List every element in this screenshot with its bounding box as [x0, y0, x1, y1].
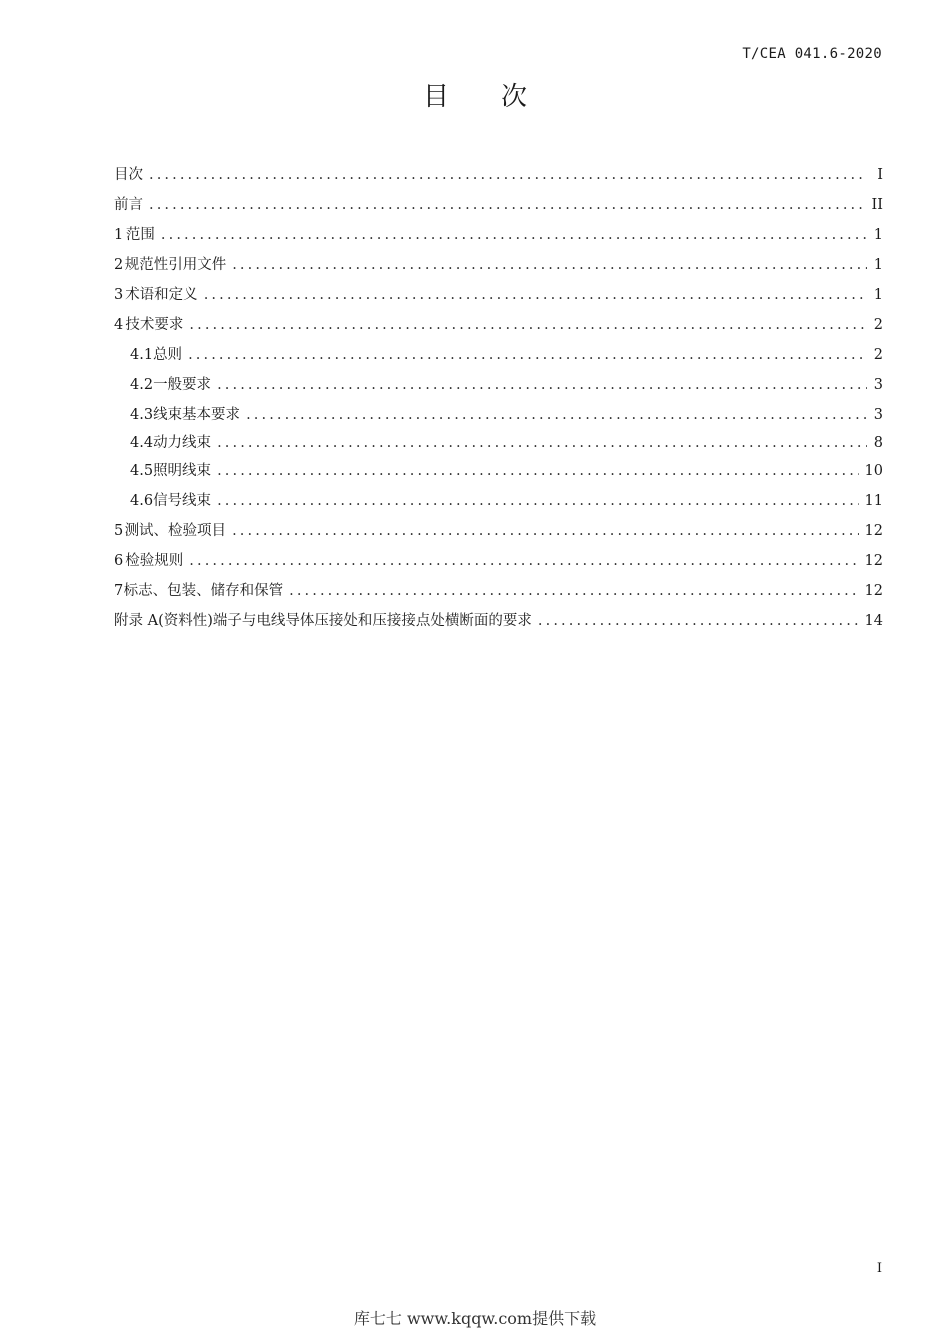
toc-number: 4.2	[130, 377, 154, 393]
toc-number: 4	[114, 317, 124, 333]
toc-page: II	[871, 197, 883, 213]
toc-entry-5[interactable]	[114, 516, 883, 546]
toc-number: 5	[114, 523, 124, 539]
toc-entry-1[interactable]	[114, 220, 883, 250]
toc-leader	[149, 190, 866, 220]
toc-entry-4-6[interactable]	[114, 486, 883, 516]
title-char-1: 目	[422, 82, 449, 112]
toc-label: 范围	[125, 227, 155, 243]
toc-number: 2	[114, 257, 124, 273]
toc-page: 11	[864, 493, 883, 509]
toc-label: 一般要求	[153, 377, 212, 393]
toc-label: 标志、包装、储存和保管	[123, 583, 284, 599]
toc-leader	[217, 486, 858, 516]
toc-number: 6	[114, 553, 124, 569]
toc-page: 1	[873, 287, 883, 303]
toc-number: 4.3	[130, 407, 154, 423]
toc-number: 7	[114, 583, 124, 599]
toc-entry-foreword[interactable]	[114, 190, 883, 220]
toc-entry-contents[interactable]	[114, 160, 883, 190]
toc-entry-4[interactable]	[114, 310, 883, 340]
toc-leader	[246, 400, 867, 430]
toc-leader	[538, 606, 859, 636]
toc-page: 2	[873, 317, 883, 333]
toc-page: I	[877, 167, 883, 183]
toc-entry-6[interactable]	[114, 546, 883, 576]
toc-label: 总则	[153, 347, 183, 363]
toc-number: 4.1	[130, 347, 154, 363]
toc-label: 前言	[114, 197, 143, 213]
toc-number: 3	[114, 287, 124, 303]
toc-number: 4.5	[130, 463, 154, 479]
toc-leader	[189, 546, 858, 576]
toc-label: 附录 A(资料性)端子与电线导体压接处和压接接点处横断面的要求	[114, 613, 532, 629]
title-char-2: 次	[501, 82, 528, 112]
toc-page: 10	[864, 463, 883, 479]
toc-number: 4.6	[130, 493, 154, 509]
toc-page: 12	[864, 553, 883, 569]
toc-label: 规范性引用文件	[124, 257, 227, 273]
toc-number: 4.4	[130, 435, 154, 451]
toc-entry-2[interactable]	[114, 250, 883, 280]
toc-label: 技术要求	[125, 317, 184, 333]
toc-entry-4-4[interactable]	[114, 430, 883, 456]
toc-page: 3	[873, 407, 883, 423]
download-watermark: 库七七 www.kqqw.com提供下载	[353, 1309, 597, 1328]
toc-leader	[217, 456, 858, 486]
page-title	[0, 76, 950, 113]
toc-leader	[217, 370, 867, 400]
toc-entry-4-2[interactable]	[114, 370, 883, 400]
toc-leader	[217, 430, 867, 456]
toc-entry-7[interactable]	[114, 576, 883, 606]
toc-entry-4-3[interactable]	[114, 400, 883, 430]
toc-label: 目次	[114, 167, 143, 183]
toc-number: 1	[114, 227, 124, 243]
toc-label: 信号线束	[153, 493, 212, 509]
toc-entry-3[interactable]	[114, 280, 883, 310]
toc-page: 1	[873, 227, 883, 243]
toc-page: 12	[864, 583, 883, 599]
toc-page: 12	[864, 523, 883, 539]
page-number: I	[876, 1261, 882, 1276]
table-of-contents	[114, 160, 883, 636]
toc-leader	[161, 220, 867, 250]
toc-label: 测试、检验项目	[124, 523, 227, 539]
toc-leader	[204, 280, 867, 310]
toc-leader	[188, 340, 867, 370]
toc-leader	[149, 160, 867, 190]
toc-label: 检验规则	[125, 553, 184, 569]
toc-leader	[232, 250, 867, 280]
toc-page: 3	[873, 377, 883, 393]
toc-leader	[189, 310, 867, 340]
toc-leader	[232, 516, 858, 546]
toc-page: 1	[873, 257, 883, 273]
toc-label: 照明线束	[153, 463, 212, 479]
toc-entry-appendix-a[interactable]	[114, 606, 883, 636]
toc-leader	[289, 576, 858, 606]
toc-page: 14	[864, 613, 883, 629]
toc-entry-4-5[interactable]	[114, 456, 883, 486]
document-code: T/CEA 041.6-2020	[742, 46, 882, 62]
toc-label: 术语和定义	[125, 287, 198, 303]
toc-label: 动力线束	[153, 435, 212, 451]
toc-page: 8	[873, 435, 883, 451]
toc-page: 2	[873, 347, 883, 363]
toc-entry-4-1[interactable]	[114, 340, 883, 370]
toc-label: 线束基本要求	[153, 407, 241, 423]
